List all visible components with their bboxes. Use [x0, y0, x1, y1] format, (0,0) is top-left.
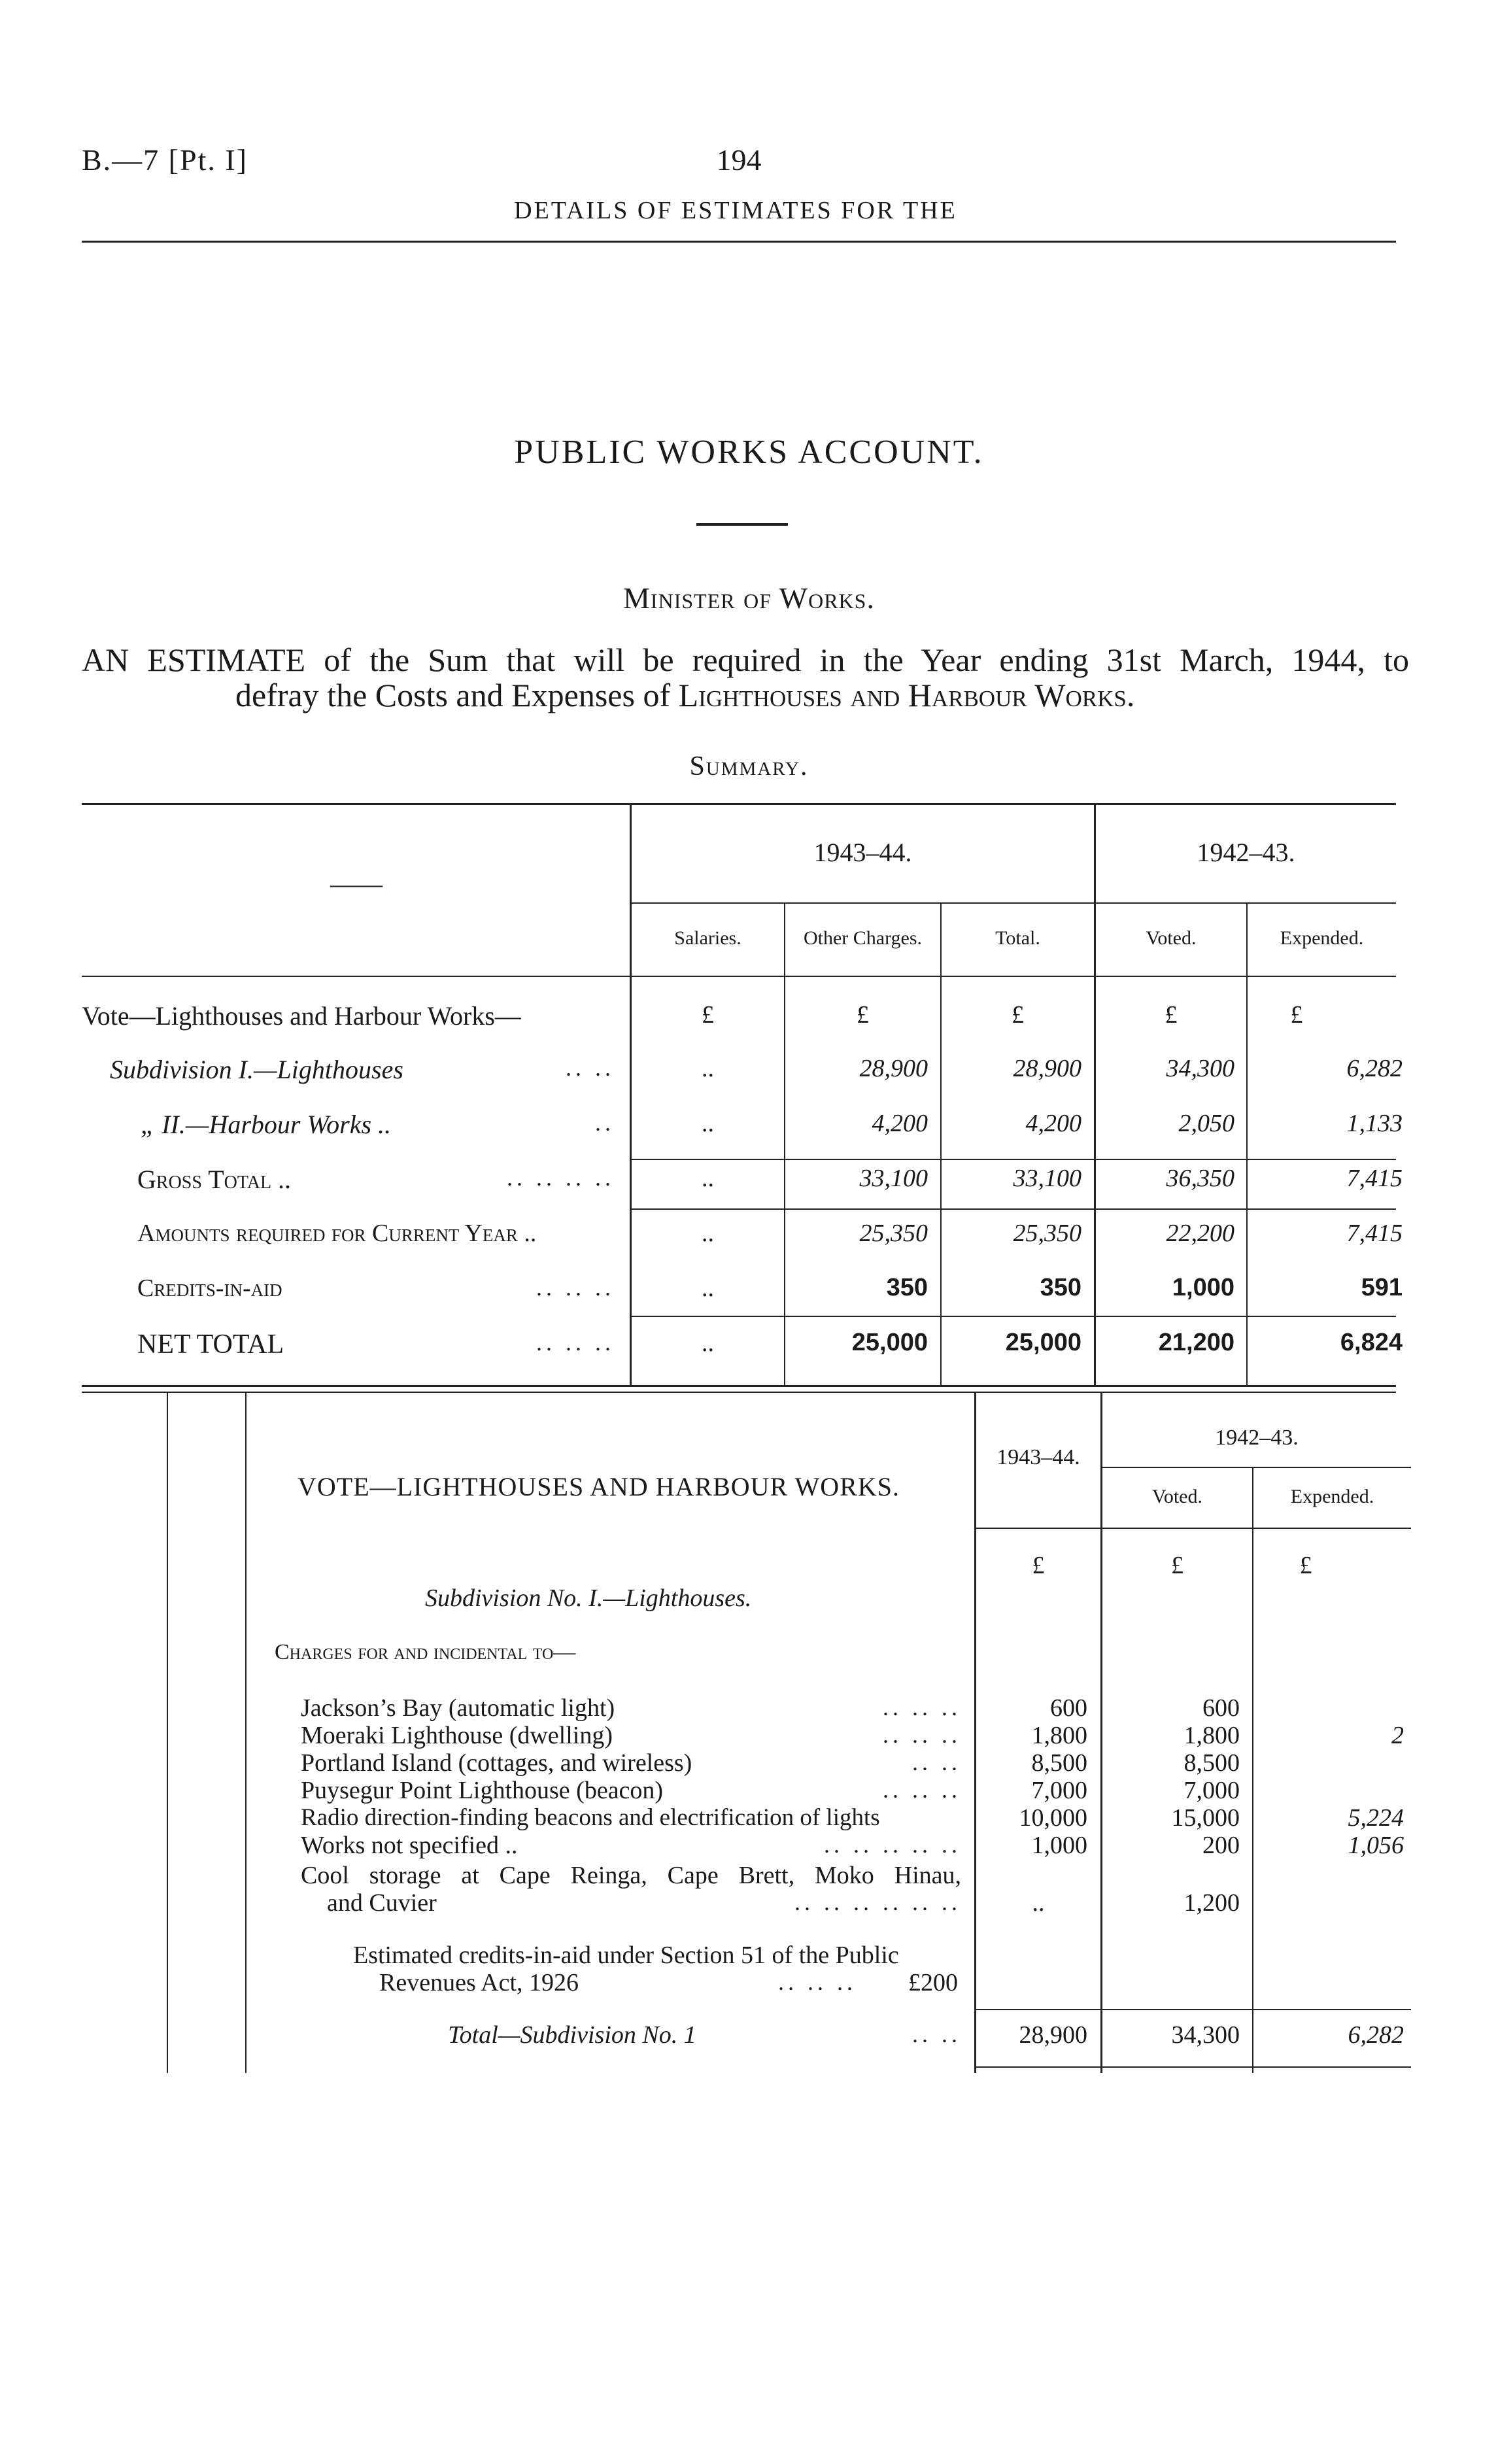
detail-currency-voted: £ — [1171, 1552, 1183, 1579]
summary-col-voted: Voted. — [1146, 927, 1197, 949]
detail-vote-heading: VOTE—LIGHTHOUSES AND HARBOUR WORKS. — [298, 1472, 900, 1501]
estimate-line-2-subject: Lighthouses and Harbour Works. — [678, 677, 1135, 713]
detail-subdivision-heading: Subdivision No. I.—Lighthouses. — [425, 1584, 752, 1612]
summary-row-other: 28,900 — [859, 1055, 928, 1082]
detail-total-label: Total—Subdivision No. 1 — [448, 2021, 696, 2049]
summary-row-dots: .. — [595, 1110, 615, 1136]
summary-row-voted: 21,200 — [1158, 1329, 1234, 1356]
detail-header-bottom-rule — [976, 1528, 1411, 1529]
detail-total-dots: .. .. — [912, 2021, 961, 2047]
detail-charges-heading: Charges for and incidental to— — [275, 1640, 576, 1664]
summary-row-total: 4,200 — [1025, 1110, 1081, 1137]
summary-vrule-other — [940, 904, 942, 1385]
detail-margin-rule-2 — [245, 1393, 247, 2073]
summary-row-expended: 6,824 — [1340, 1329, 1403, 1356]
detail-item-current: 1,800 — [1031, 1722, 1087, 1749]
detail-item-voted: 1,800 — [1183, 1722, 1240, 1749]
detail-item-dots: .. .. .. — [883, 1722, 961, 1748]
detail-col-expended: Expended. — [1290, 1486, 1374, 1507]
summary-row-total: 33,100 — [1013, 1165, 1081, 1192]
summary-bottom-rule-2 — [82, 1392, 1396, 1393]
detail-total-expended: 6,282 — [1348, 2021, 1404, 2049]
detail-item-label: Portland Island (cottages, and wireless) — [301, 1749, 692, 1777]
summary-header-bottom-rule — [82, 976, 1396, 977]
summary-col-salaries: Salaries. — [674, 927, 741, 949]
detail-item-expended: 2 — [1391, 1722, 1404, 1749]
estimate-line-2 — [235, 676, 1347, 714]
summary-currency-expended: £ — [1290, 1001, 1303, 1029]
detail-item-label: Radio direction-finding beacons and electrification of lights — [301, 1804, 880, 1831]
summary-row-expended: 1,133 — [1346, 1110, 1403, 1137]
summary-vrule-salaries — [784, 904, 785, 1385]
page-number: 194 — [716, 143, 762, 177]
summary-currency-other: £ — [857, 1001, 869, 1029]
summary-gross-top-rule — [630, 1159, 1396, 1160]
summary-row-total: 25,350 — [1013, 1220, 1081, 1247]
detail-item-current: 8,500 — [1031, 1749, 1087, 1777]
detail-currency-expended: £ — [1299, 1552, 1312, 1579]
running-subtitle: DETAILS OF ESTIMATES FOR THE — [514, 197, 957, 224]
detail-item-dots: .. .. .. — [883, 1777, 961, 1803]
summary-row-salaries: .. — [702, 1275, 714, 1302]
summary-dash: —— — [330, 869, 383, 898]
detail-item-current: 10,000 — [1019, 1804, 1087, 1832]
summary-row-total: 28,900 — [1013, 1055, 1081, 1082]
summary-row-voted: 34,300 — [1166, 1055, 1234, 1082]
summary-row-label: NET TOTAL — [137, 1329, 284, 1360]
summary-year-previous: 1942–43. — [1197, 838, 1295, 867]
detail-margin-rule-1 — [167, 1393, 168, 2073]
detail-total-bottom-rule — [976, 2066, 1411, 2068]
detail-year-previous: 1942–43. — [1215, 1426, 1299, 1450]
summary-row-other: 25,350 — [859, 1220, 928, 1247]
detail-item-label: Puysegur Point Lighthouse (beacon) — [301, 1777, 664, 1804]
credits-note-amount: £200 — [908, 1969, 958, 1996]
summary-vote-label: Vote—Lighthouses and Harbour Works— — [82, 1001, 521, 1031]
account-title: PUBLIC WORKS ACCOUNT. — [514, 434, 984, 471]
summary-row-salaries: .. — [702, 1055, 714, 1082]
detail-item-current: 1,000 — [1031, 1832, 1087, 1859]
summary-row-label: Gross Total .. — [137, 1165, 292, 1194]
summary-gross-bottom-rule — [630, 1208, 1396, 1210]
detail-item-voted: 7,000 — [1183, 1777, 1240, 1804]
summary-currency-salaries: £ — [702, 1001, 714, 1029]
summary-row-salaries: .. — [702, 1329, 714, 1357]
credits-note-line-2: Revenues Act, 1926 — [379, 1969, 579, 1996]
summary-row-label: Credits-in-aid — [137, 1275, 282, 1302]
detail-total-current: 28,900 — [1019, 2021, 1087, 2049]
cool-storage-current: .. — [1032, 1889, 1045, 1917]
summary-row-label: „ II.—Harbour Works .. — [141, 1110, 392, 1139]
summary-row-expended: 7,415 — [1346, 1220, 1403, 1247]
summary-row-total: 25,000 — [1005, 1329, 1081, 1356]
detail-col-voted: Voted. — [1152, 1486, 1202, 1507]
summary-row-voted: 1,000 — [1172, 1274, 1234, 1301]
minister-heading: Minister of Works. — [623, 581, 875, 615]
detail-item-expended: 1,056 — [1348, 1832, 1404, 1859]
summary-row-dots: .. .. .. — [536, 1275, 615, 1301]
summary-row-salaries: .. — [702, 1110, 714, 1137]
summary-row-label: Subdivision I.—Lighthouses — [110, 1055, 403, 1084]
summary-year-rule — [630, 902, 1396, 904]
detail-item-label: Works not specified .. — [301, 1832, 518, 1859]
summary-net-top-rule — [630, 1316, 1396, 1317]
detail-item-voted: 8,500 — [1183, 1749, 1240, 1777]
cool-storage-line-1: Cool storage at Cape Reinga, Cape Brett, Moko Hinau, — [301, 1862, 961, 1889]
summary-label: Summary. — [689, 751, 809, 781]
header-rule — [82, 241, 1396, 243]
summary-row-voted: 2,050 — [1178, 1110, 1234, 1137]
summary-year-current: 1943–44. — [813, 838, 912, 867]
detail-year-current: 1943–44. — [996, 1445, 1080, 1469]
summary-row-voted: 36,350 — [1166, 1165, 1234, 1192]
summary-row-dots: .. .. .. — [536, 1329, 615, 1356]
detail-total-top-rule — [976, 2009, 1411, 2010]
summary-row-other: 25,000 — [851, 1329, 928, 1356]
detail-item-voted: 200 — [1202, 1832, 1240, 1859]
detail-item-expended: 5,224 — [1348, 1804, 1404, 1832]
detail-item-dots: .. .. — [912, 1749, 961, 1775]
title-short-rule — [696, 523, 788, 526]
summary-row-other: 33,100 — [859, 1165, 928, 1192]
summary-row-salaries: .. — [702, 1165, 714, 1192]
summary-row-voted: 22,200 — [1166, 1220, 1234, 1247]
estimate-line-1: AN ESTIMATE of the Sum that will be required in the Year ending 31st March, 1944, to — [82, 642, 1409, 678]
summary-row-other: 350 — [886, 1274, 928, 1301]
detail-total-voted: 34,300 — [1171, 2021, 1240, 2049]
summary-currency-total: £ — [1012, 1001, 1024, 1029]
summary-col-other: Other Charges. — [803, 927, 923, 949]
detail-item-voted: 15,000 — [1171, 1804, 1240, 1832]
summary-row-total: 350 — [1040, 1274, 1081, 1301]
detail-currency-current: £ — [1032, 1552, 1045, 1579]
summary-bottom-rule-1 — [82, 1385, 1396, 1387]
detail-item-label: Moeraki Lighthouse (dwelling) — [301, 1722, 613, 1749]
summary-row-salaries: .. — [702, 1220, 714, 1247]
detail-item-dots: .. .. .. .. .. — [824, 1832, 961, 1858]
summary-row-other: 4,200 — [872, 1110, 928, 1137]
summary-row-dots: .. .. — [566, 1055, 615, 1081]
credits-note-line-1: Estimated credits-in-aid under Section 51 of the Public — [353, 1942, 899, 1969]
cool-storage-line-2: and Cuvier — [327, 1889, 437, 1917]
summary-col-total: Total. — [995, 927, 1040, 949]
cool-storage-voted: 1,200 — [1183, 1889, 1240, 1917]
document-reference: B.—7 [Pt. I] — [82, 143, 248, 177]
summary-row-expended: 6,282 — [1346, 1055, 1403, 1082]
summary-row-expended: 591 — [1361, 1274, 1403, 1301]
detail-item-current: 7,000 — [1031, 1777, 1087, 1804]
summary-row-expended: 7,415 — [1346, 1165, 1403, 1192]
detail-year-rule — [1102, 1467, 1411, 1468]
credits-note-dots: .. .. .. — [778, 1969, 857, 1995]
detail-item-voted: 600 — [1202, 1694, 1240, 1722]
estimate-line-2-prefix: defray the Costs and Expenses of — [235, 677, 671, 713]
detail-item-current: 600 — [1050, 1694, 1087, 1722]
detail-item-label: Jackson’s Bay (automatic light) — [301, 1694, 615, 1722]
summary-row-label: Amounts required for Current Year .. — [137, 1220, 537, 1247]
summary-row-dots: .. .. .. .. — [507, 1165, 615, 1191]
detail-item-dots: .. .. .. — [883, 1694, 961, 1720]
summary-vrule-voted — [1246, 904, 1248, 1385]
summary-currency-voted: £ — [1165, 1001, 1178, 1029]
cool-storage-dots: .. .. .. .. .. .. — [794, 1889, 961, 1915]
summary-col-expended: Expended. — [1280, 927, 1364, 949]
summary-top-rule — [82, 803, 1396, 805]
